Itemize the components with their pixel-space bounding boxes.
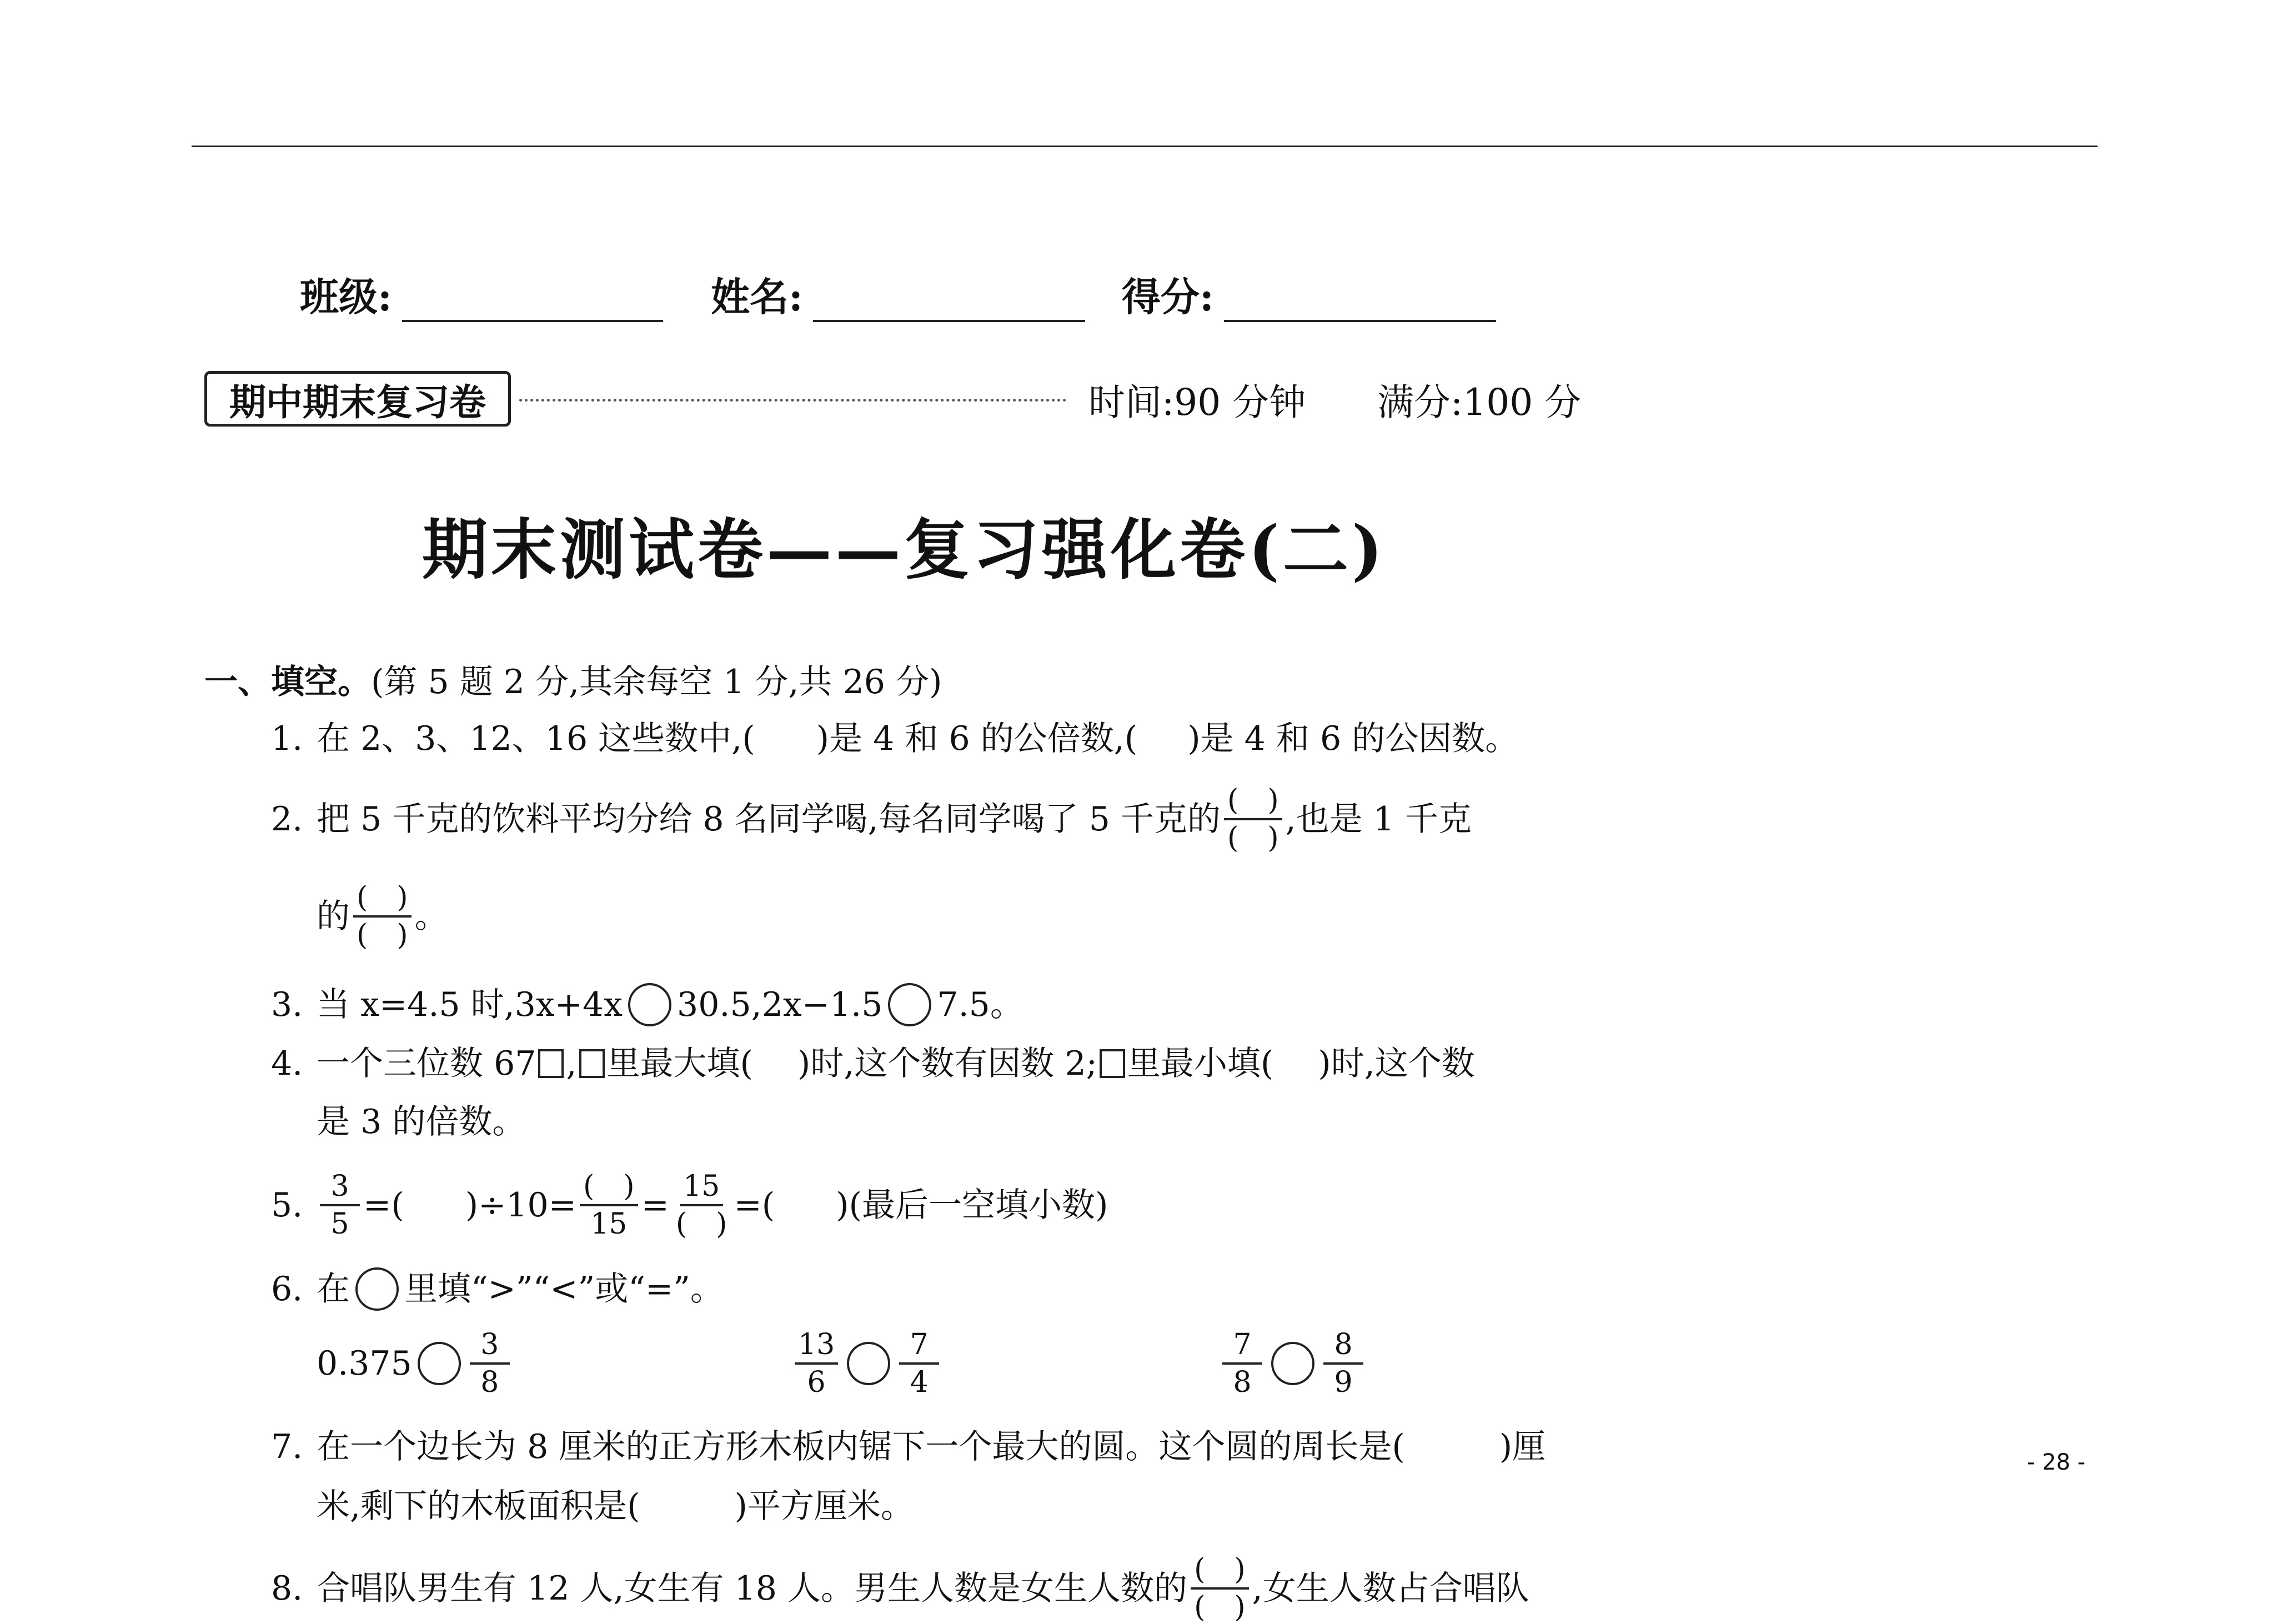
section-heading-note: (第 5 题 2 分,其余每空 1 分,共 26 分) <box>371 663 942 701</box>
section-heading-label: 一、填空。 <box>204 663 371 701</box>
question-text: 在 <box>317 1270 350 1309</box>
question-text: )是 4 和 6 的公因数。 <box>1187 719 1519 758</box>
numerator: 3 <box>320 1172 360 1206</box>
question-3 <box>271 983 1023 1026</box>
denominator: 8 <box>1233 1366 1252 1399</box>
denominator: 9 <box>1334 1366 1353 1399</box>
question-text: 是 3 的倍数。 <box>317 1102 526 1141</box>
question-text: )(最后一空填小数) <box>836 1186 1108 1225</box>
question-text: )是 4 和 6 的公倍数,( <box>816 719 1138 758</box>
fraction <box>1222 1330 1262 1397</box>
score-field <box>1122 261 1496 322</box>
question-text: 里最大填( <box>606 1044 753 1083</box>
fraction-blank[interactable] <box>673 1172 731 1239</box>
digit-box <box>538 1049 564 1078</box>
fraction-blank[interactable] <box>580 1172 638 1239</box>
question-text: )平方厘米。 <box>734 1487 914 1526</box>
question-number: 5. <box>271 1186 303 1225</box>
score-label: 得分: <box>1122 274 1214 320</box>
question-text: ,女生人数占合唱队 <box>1252 1569 1529 1608</box>
compare-circle[interactable] <box>1271 1342 1314 1385</box>
question-text: =( <box>363 1186 404 1225</box>
question-8 <box>271 1555 1529 1622</box>
question-6-item-3 <box>1219 1330 1367 1397</box>
compare-circle[interactable] <box>628 983 671 1026</box>
numerator: 8 <box>1323 1330 1363 1365</box>
question-text: =( <box>734 1186 775 1225</box>
compare-circle <box>355 1267 399 1311</box>
question-number: 3. <box>271 985 303 1024</box>
class-label: 班级: <box>300 274 392 320</box>
name-field <box>711 261 1085 322</box>
question-number: 8. <box>271 1569 303 1608</box>
question-text: )时,这个数 <box>1318 1044 1475 1083</box>
question-text: )厘 <box>1499 1427 1546 1466</box>
denominator: 6 <box>807 1366 826 1399</box>
numerator: 7 <box>1222 1330 1262 1365</box>
numerator: 3 <box>470 1330 510 1365</box>
class-field <box>300 261 663 322</box>
numerator: 15 <box>680 1172 723 1206</box>
exam-full-score: 满分:100 分 <box>1377 380 1582 424</box>
name-blank[interactable] <box>813 281 1085 322</box>
exam-time: 时间:90 分钟 <box>1088 380 1306 424</box>
top-rule <box>192 146 2098 147</box>
numerator: ( ) <box>353 883 412 918</box>
digit-box <box>579 1049 605 1078</box>
question-6-item-2 <box>791 1330 942 1397</box>
section-heading <box>204 655 942 703</box>
fraction-blank[interactable] <box>353 883 412 950</box>
denominator: 4 <box>910 1366 929 1399</box>
fraction <box>1323 1330 1363 1397</box>
question-text: , <box>566 1044 577 1083</box>
question-6-item-1 <box>317 1330 513 1397</box>
question-text: 在 2、3、12、16 这些数中,( <box>317 719 755 758</box>
class-blank[interactable] <box>402 281 663 322</box>
question-text: = <box>641 1186 669 1225</box>
question-text: 米,剩下的木板面积是( <box>317 1487 640 1526</box>
question-number: 7. <box>271 1427 303 1466</box>
page-title: 期末测试卷——复习强化卷(二) <box>422 511 1386 588</box>
question-4-cont <box>317 1102 526 1141</box>
fraction <box>470 1330 510 1397</box>
question-text: 7.5。 <box>937 985 1023 1024</box>
exam-tag: 期中期末复习卷 <box>204 371 511 427</box>
question-1 <box>271 719 1519 758</box>
denominator: 8 <box>480 1366 499 1399</box>
question-number: 1. <box>271 719 303 758</box>
question-6 <box>271 1267 724 1311</box>
question-text: 0.375 <box>317 1344 412 1383</box>
compare-circle[interactable] <box>888 983 931 1026</box>
question-text: )÷10= <box>465 1186 576 1225</box>
question-text: )时,这个数有因数 2; <box>797 1044 1097 1083</box>
fraction <box>795 1330 838 1397</box>
fraction <box>320 1172 360 1239</box>
question-text: 30.5,2x−1.5 <box>677 985 883 1024</box>
denominator: 5 <box>330 1207 349 1241</box>
denominator: ( ) <box>1194 1591 1246 1624</box>
question-text: 当 x=4.5 时,3x+4x <box>317 985 623 1024</box>
compare-circle[interactable] <box>847 1342 890 1385</box>
question-text: 把 5 千克的饮料平均分给 8 名同学喝,每名同学喝了 5 千克的 <box>317 800 1221 839</box>
fraction-blank[interactable] <box>1224 786 1282 853</box>
denominator: 15 <box>590 1207 628 1241</box>
question-text: ,也是 1 千克 <box>1285 800 1472 839</box>
question-number: 4. <box>271 1044 303 1083</box>
fraction <box>899 1330 939 1397</box>
question-4 <box>271 1044 1475 1083</box>
numerator: ( ) <box>580 1172 638 1206</box>
compare-circle[interactable] <box>418 1342 461 1385</box>
question-7-cont <box>317 1487 914 1526</box>
numerator: 13 <box>795 1330 838 1365</box>
digit-box <box>1100 1049 1125 1078</box>
question-2 <box>271 786 1472 853</box>
question-text: 里最小填( <box>1127 1044 1274 1083</box>
question-text: 一个三位数 67 <box>317 1044 536 1083</box>
page-number: - 28 - <box>2027 1450 2086 1475</box>
question-text: 在一个边长为 8 厘米的正方形木板内锯下一个最大的圆。这个圆的周长是( <box>317 1427 1405 1466</box>
question-text: 合唱队男生有 12 人,女生有 18 人。男生人数是女生人数的 <box>317 1569 1188 1608</box>
question-2-cont <box>317 883 448 950</box>
question-7 <box>271 1427 1546 1466</box>
question-number: 2. <box>271 800 303 839</box>
question-text: 。 <box>414 897 448 936</box>
question-5 <box>271 1172 1108 1239</box>
numerator: ( ) <box>1224 786 1282 820</box>
denominator: ( ) <box>1227 821 1279 855</box>
denominator: ( ) <box>675 1207 727 1241</box>
numerator: 7 <box>899 1330 939 1365</box>
denominator: ( ) <box>357 919 408 952</box>
score-blank[interactable] <box>1224 281 1496 322</box>
question-number: 6. <box>271 1270 303 1309</box>
name-label: 姓名: <box>711 274 803 320</box>
numerator: ( ) <box>1191 1555 1249 1590</box>
question-text: 的 <box>317 897 350 936</box>
fraction-blank[interactable] <box>1191 1555 1249 1622</box>
dotted-leader <box>519 399 1066 402</box>
question-text: 里填“>”“<”或“=”。 <box>404 1270 724 1309</box>
